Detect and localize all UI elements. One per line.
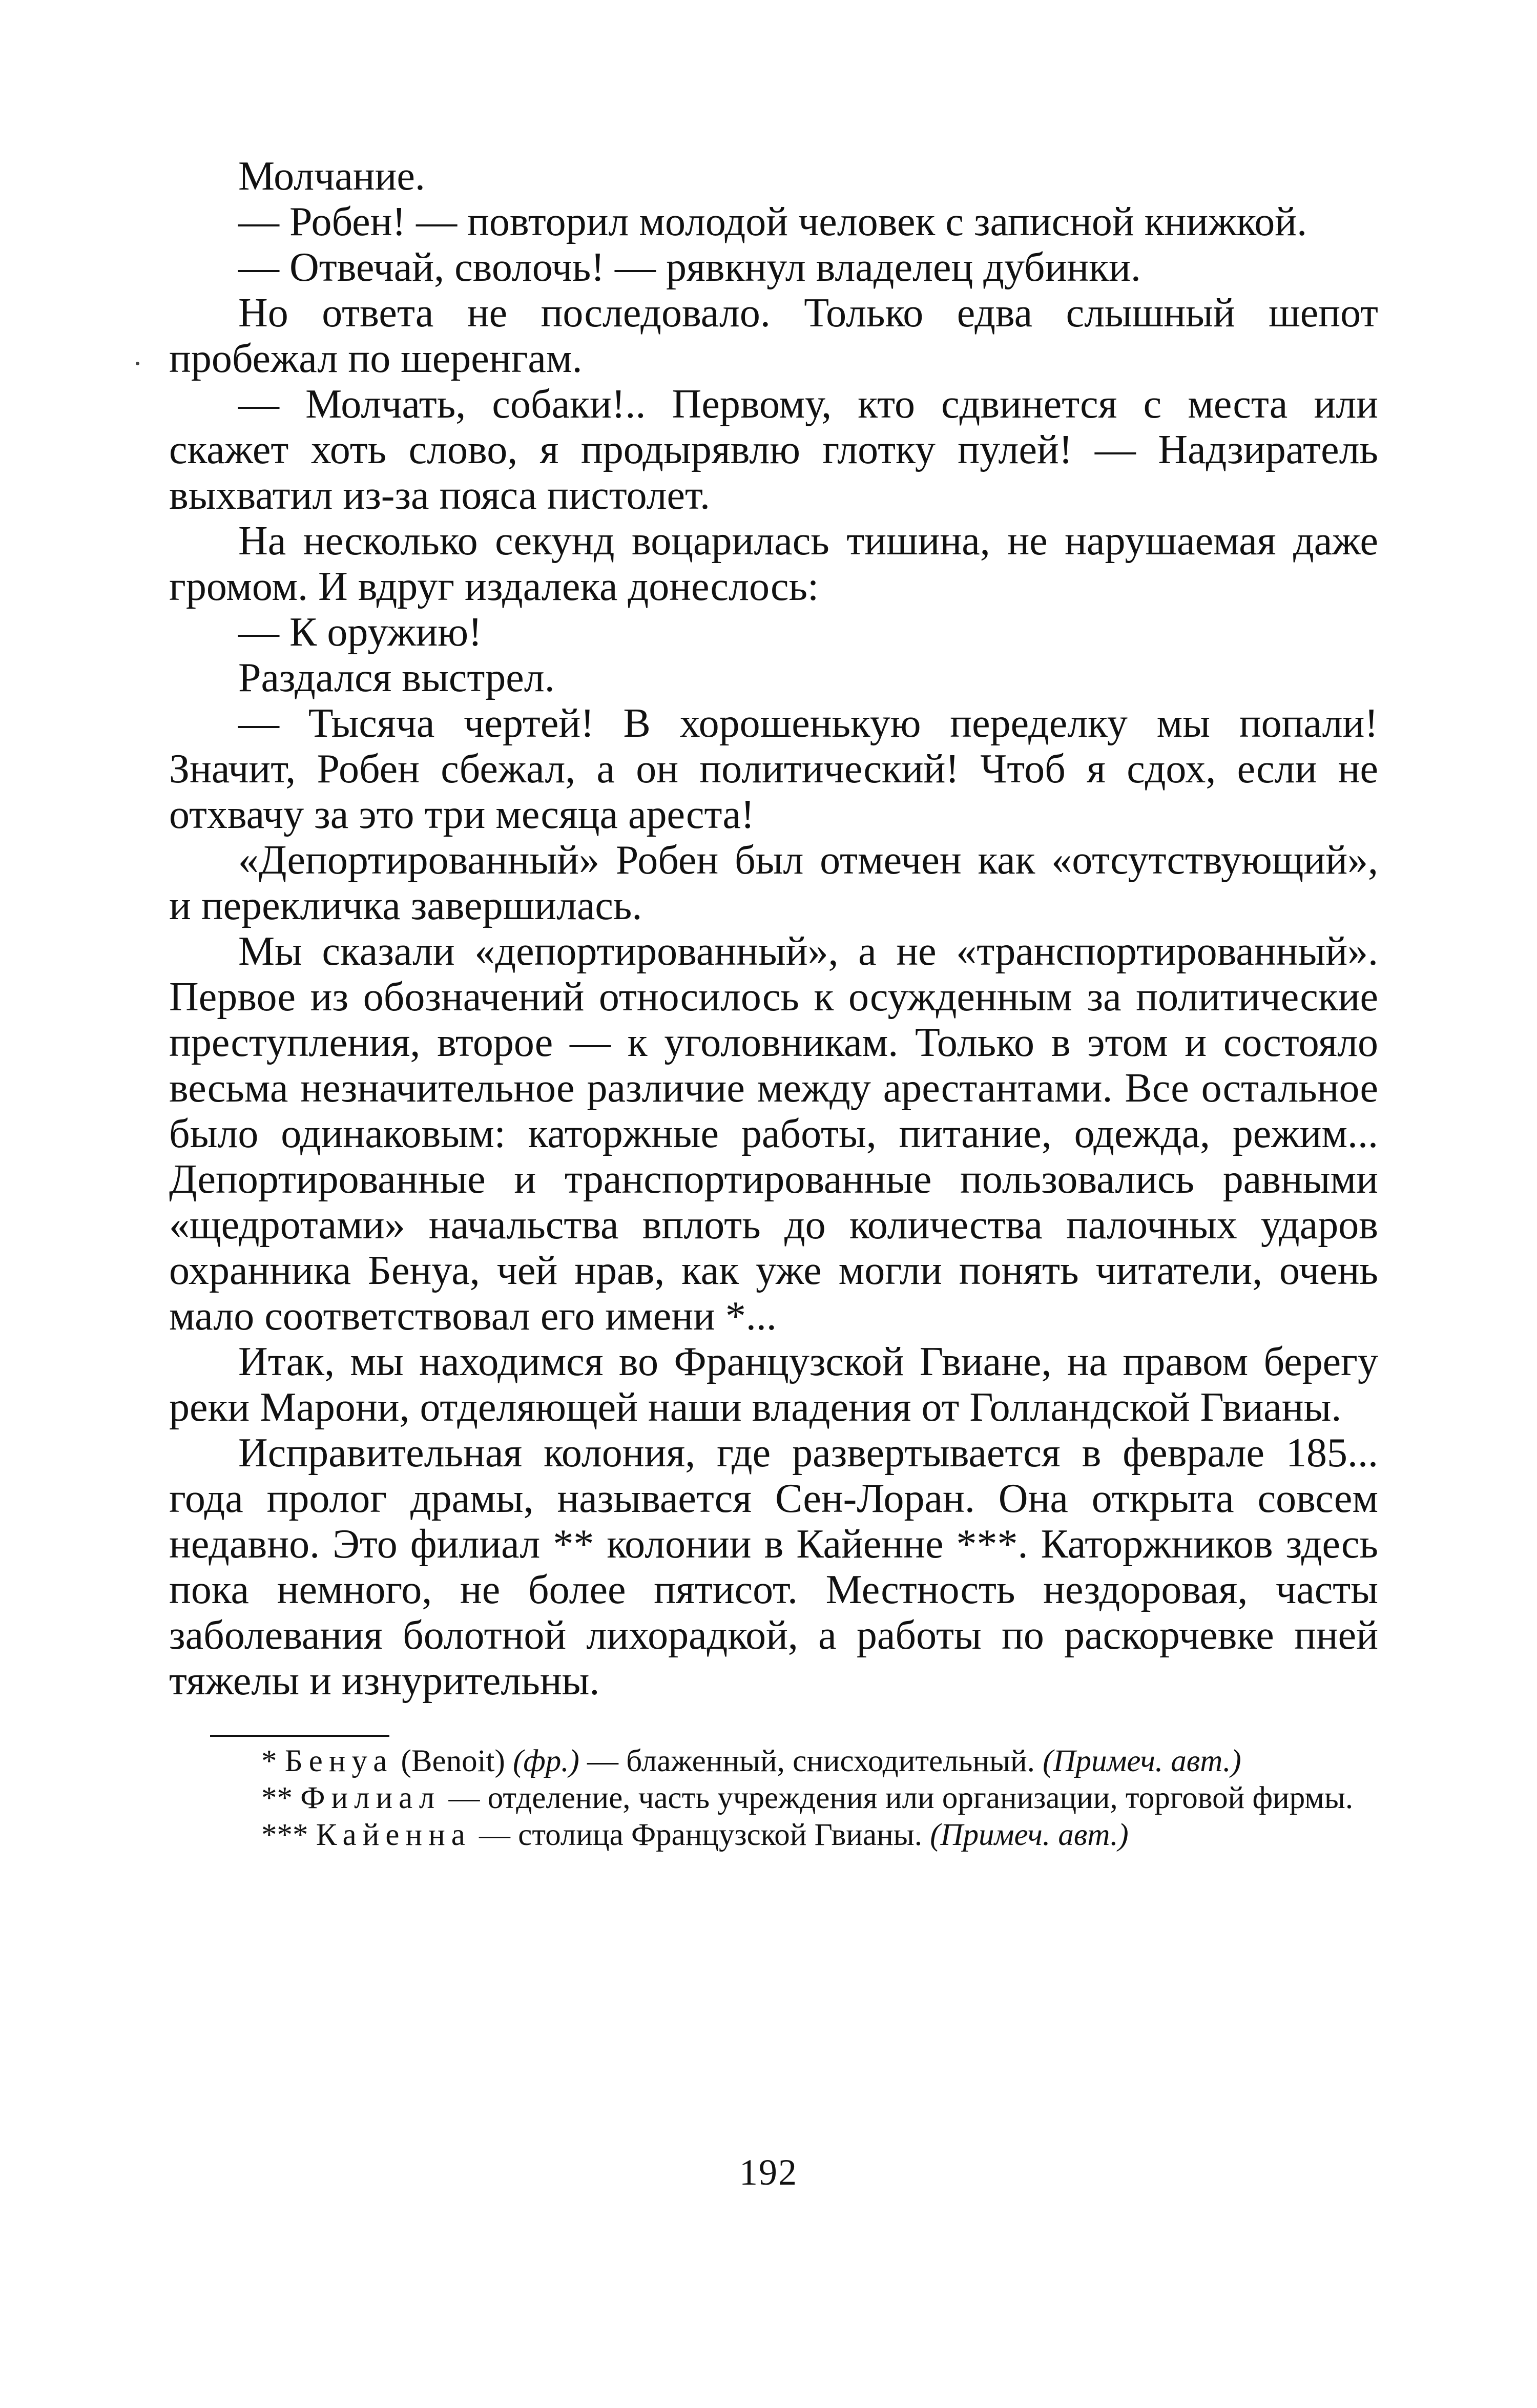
footnote-author-note: (Примеч. авт.) <box>1043 1744 1241 1778</box>
paragraph: Итак, мы находимся во Французской Гвиане, на правом берегу реки Марони, отделяющей наши владения от Голландской Гвианы. <box>169 1339 1378 1430</box>
footnote-text: — столица Французской Гвианы. <box>471 1818 930 1852</box>
scan-speck <box>136 362 139 365</box>
footnotes <box>169 1743 1378 1854</box>
page-number: 192 <box>739 2152 798 2193</box>
footnote-benua <box>169 1743 1378 1780</box>
paragraph: Исправительная колония, где развертывается в феврале 185... года пролог драмы, называется Сен-Лоран. Она открыта совсем недавно. Это филиал ** колонии в Кайенне ***. Каторжников здесь пока немного, не более пятисот. Местность нездоровая, часты заболевания болотной лихорадкой, а работы по раскорчевке пней тяжелы и изнурительны. <box>169 1430 1378 1704</box>
paragraph: — Тысяча чертей! В хорошенькую переделку мы попали! Значит, Робен сбежал, а он политический! Чтоб я сдох, если не отхвачу за это три месяца ареста! <box>169 701 1378 837</box>
paragraph: — Молчать, собаки!.. Первому, кто сдвинется с места или скажет хоть слово, я продырявлю глотку пулей! — Надзиратель выхватил из-за пояса пистолет. <box>169 382 1378 518</box>
footnote-mark: * <box>261 1744 277 1778</box>
paragraph: На несколько секунд воцарилась тишина, не нарушаемая даже громом. И вдруг издалека донеслось: <box>169 518 1378 609</box>
paragraph: «Депортированный» Робен был отмечен как «отсутствующий», и перекличка завершилась. <box>169 838 1378 928</box>
paragraph: Молчание. <box>238 154 425 199</box>
footnote-text: (Benoit) <box>393 1744 513 1778</box>
footnote-divider <box>210 1735 389 1737</box>
footnote-filial <box>169 1780 1378 1817</box>
footnote-term: Филиал <box>300 1781 441 1815</box>
footnote-term: Кайенна <box>316 1818 471 1852</box>
footnote-term: Бенуа <box>284 1744 393 1778</box>
footnote-mark: ** <box>261 1781 293 1815</box>
page-body <box>169 154 1378 1854</box>
footnote-author-note: (Примеч. авт.) <box>930 1818 1129 1852</box>
footnote-text: — отделение, часть учреждения или организации, торговой фирмы. <box>441 1781 1354 1815</box>
paragraph: — Отвечай, сволочь! — рявкнул владелец дубинки. <box>238 245 1141 290</box>
footnote-mark: *** <box>261 1818 308 1852</box>
paragraph: — К оружию! <box>238 610 482 655</box>
footnote-text: — блаженный, снисходительный. <box>579 1744 1043 1778</box>
paragraph: Раздался выстрел. <box>238 655 555 700</box>
paragraph: Мы сказали «депортированный», а не «транспортированный». Первое из обозначений относилось к осужденным за политические преступления, второе — к уголовникам. Только в этом и состояло весьма незначительное различие между арестантами. Все остальное было одинаковым: каторжные работы, питание, одежда, режим... Депортированные и транспортированные пользовались равными «щедротами» начальства вплоть до количества палочных ударов охранника Бенуа, чей нрав, как уже могли понять читатели, очень мало соответствовал его имени *... <box>169 929 1378 1339</box>
paragraph: Но ответа не последовало. Только едва слышный шепот пробежал по шеренгам. <box>169 290 1378 381</box>
footnote-kaienna <box>169 1817 1378 1854</box>
footnote-lang: (фр.) <box>513 1744 579 1778</box>
main-text <box>169 154 1378 1704</box>
paragraph: — Робен! — повторил молодой человек с записной книжкой. <box>238 199 1307 244</box>
